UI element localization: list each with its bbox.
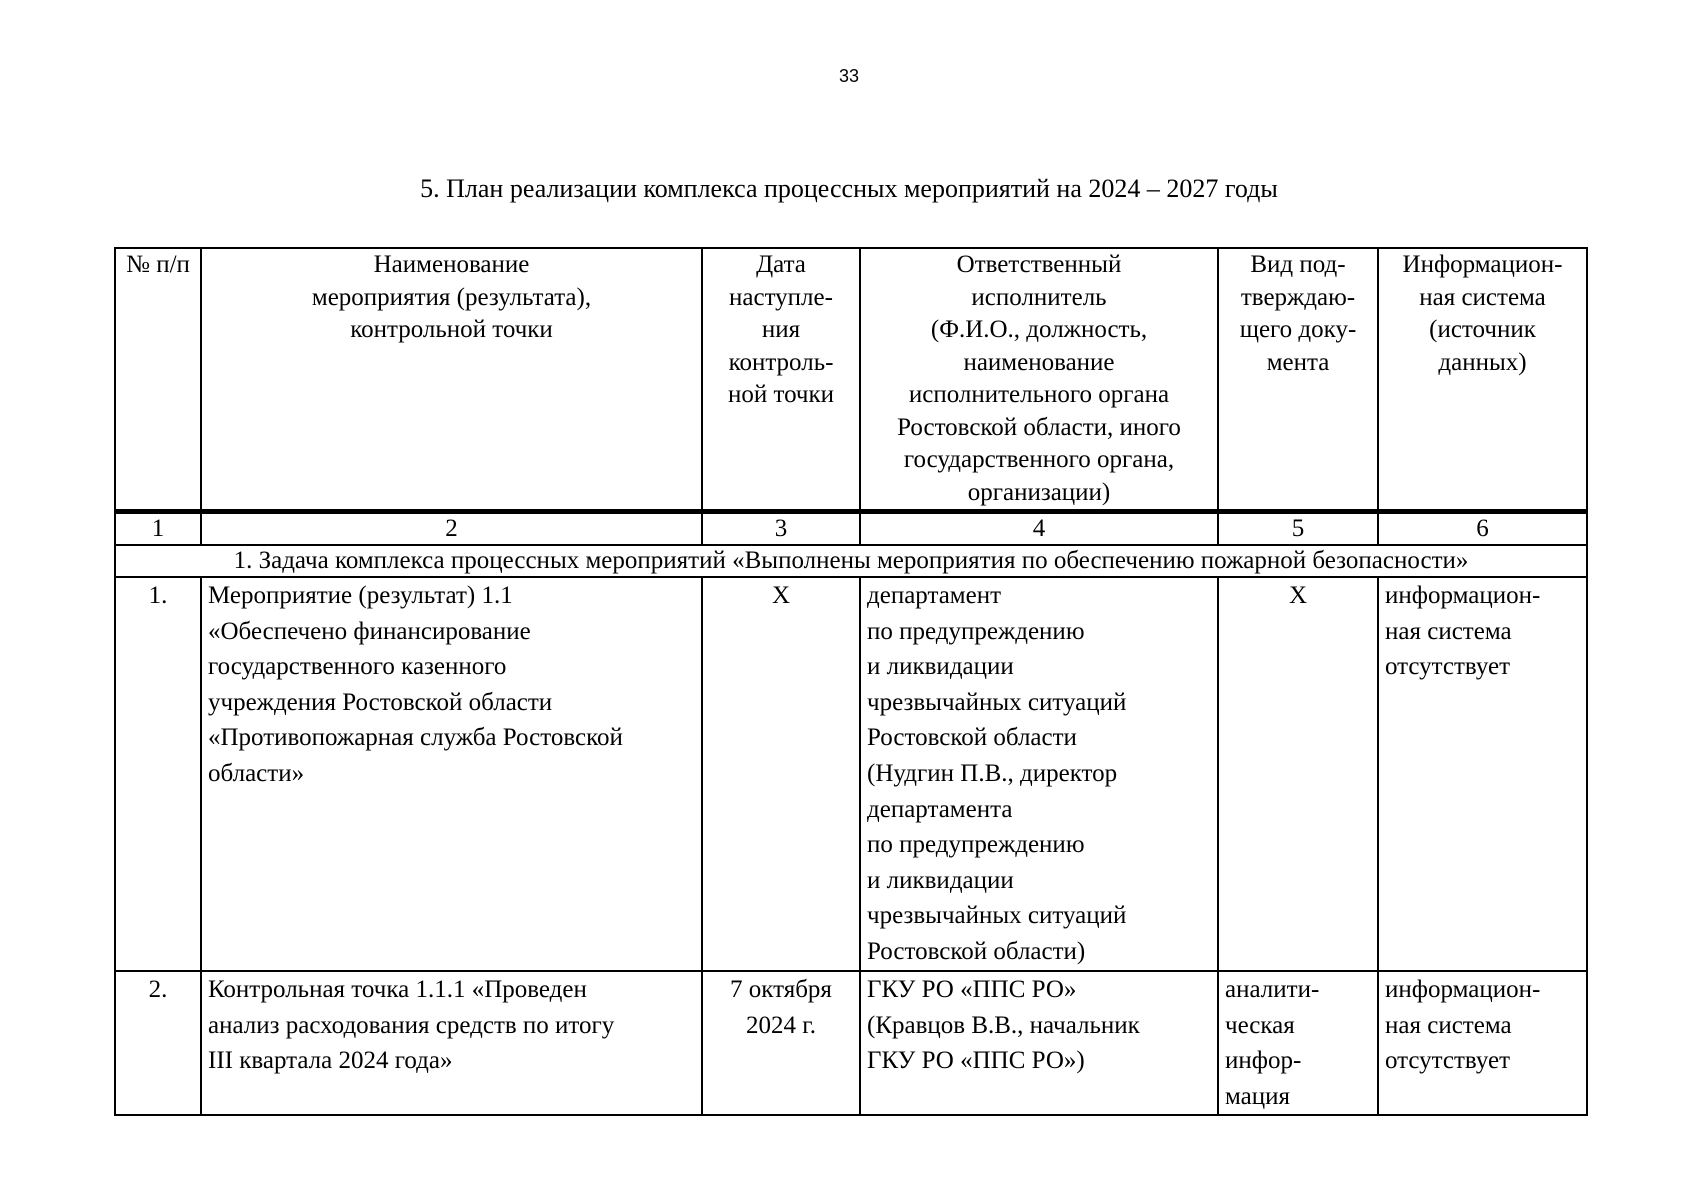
cell-line: департамент <box>867 582 1002 609</box>
column-number: 2 <box>201 512 702 546</box>
cell-line: (Кравцов В.В., начальник <box>867 1011 1140 1039</box>
cell-line: «Противопожарная служба Ростовской <box>208 724 623 752</box>
cell-line: ная система <box>1385 617 1512 645</box>
information-system <box>1378 577 1587 971</box>
task-row <box>115 545 1587 577</box>
cell-line: Ростовской области) <box>867 937 1086 965</box>
information-system <box>1378 971 1587 1115</box>
cell-line: Ростовской области <box>867 724 1077 752</box>
cell-line: отсутствует <box>1385 653 1511 681</box>
header-text: контрольной точки <box>350 316 553 343</box>
control-date <box>702 971 860 1115</box>
cell-line: X <box>771 582 791 609</box>
column-number: 6 <box>1378 512 1587 546</box>
header-text: Ростовской области, иного <box>897 413 1181 441</box>
document-type <box>1218 971 1378 1115</box>
header-text: Информацион- <box>1402 251 1563 278</box>
header-text: (Ф.И.О., должность, <box>930 316 1148 343</box>
task-heading: 1. Задача комплекса процессных мероприятий «Выполнены мероприятия по обеспечению пожарной безопасности» <box>115 545 1587 577</box>
cell-line: ная система <box>1385 1011 1512 1039</box>
cell-line: и ликвидации <box>867 866 1014 894</box>
header-text: наименование <box>963 348 1115 376</box>
cell-line: ческая <box>1225 1011 1295 1039</box>
header-text: организации) <box>967 478 1111 506</box>
cell-line: III квартала 2024 года» <box>208 1047 453 1075</box>
header-text: мента <box>1266 348 1330 376</box>
header-text: № п/п <box>126 251 190 278</box>
cell-line: отсутствует <box>1385 1047 1511 1075</box>
activity-name <box>201 577 702 971</box>
cell-line: государственного казенного <box>208 653 507 681</box>
header-cell-doc-type <box>1218 248 1378 512</box>
row-number: 2. <box>115 971 201 1115</box>
cell-line: учреждения Ростовской области <box>208 688 553 716</box>
header-cell-responsible <box>860 248 1218 512</box>
cell-line: 7 октября <box>730 976 832 1003</box>
header-text: Вид под- <box>1250 251 1346 278</box>
table-row <box>115 577 1587 971</box>
section-title: 5. План реализации комплекса процессных мероприятий на 2024 – 2027 годы <box>420 174 1278 203</box>
header-text: данных) <box>1438 348 1527 376</box>
column-number: 3 <box>702 512 860 546</box>
cell-line: инфор- <box>1225 1047 1302 1075</box>
cell-line: по предупреждению <box>867 831 1085 859</box>
header-text: Дата <box>756 251 806 278</box>
cell-line: Мероприятие (результат) 1.1 <box>208 582 513 609</box>
column-number: 1 <box>115 512 201 546</box>
cell-line: информацион- <box>1385 582 1541 609</box>
cell-line: ГКУ РО «ППС РО») <box>867 1047 1085 1075</box>
cell-line: департамента <box>867 795 1013 823</box>
table-header-row <box>115 248 1587 512</box>
page-number: 33 <box>838 66 860 86</box>
cell-line: Контрольная точка 1.1.1 «Проведен <box>208 976 587 1003</box>
header-text: Наименование <box>373 251 530 278</box>
header-cell-date <box>702 248 860 512</box>
header-text: ная система <box>1419 283 1546 311</box>
header-text: Ответственный <box>956 251 1122 278</box>
row-number: 1. <box>115 577 201 971</box>
header-cell-name <box>201 248 702 512</box>
cell-line: мация <box>1225 1082 1291 1110</box>
cell-line: аналити- <box>1225 976 1320 1003</box>
header-text: исполнитель <box>971 283 1107 311</box>
plan-table <box>114 247 1588 1116</box>
cell-line: чрезвычайных ситуаций <box>867 688 1127 716</box>
column-number: 5 <box>1218 512 1378 546</box>
responsible-executor <box>860 577 1218 971</box>
cell-line: области» <box>208 759 305 787</box>
cell-line: «Обеспечено финансирование <box>208 617 531 645</box>
column-number-row <box>115 512 1587 546</box>
cell-line: чрезвычайных ситуаций <box>867 902 1127 930</box>
cell-line: по предупреждению <box>867 617 1085 645</box>
table-row <box>115 971 1587 1115</box>
header-text: наступле- <box>729 283 833 311</box>
header-text: контроль- <box>728 348 834 376</box>
cell-line: и ликвидации <box>867 653 1014 681</box>
document-type <box>1218 577 1378 971</box>
header-cell-number <box>115 248 201 512</box>
cell-line: X <box>1288 582 1308 609</box>
header-text: щего доку- <box>1239 316 1357 343</box>
header-text: государственного органа, <box>903 446 1175 473</box>
control-date <box>702 577 860 971</box>
cell-line: (Нудгин П.В., директор <box>867 759 1118 787</box>
cell-line: ГКУ РО «ППС РО» <box>867 976 1077 1003</box>
activity-name <box>201 971 702 1115</box>
cell-line: 2024 г. <box>746 1011 816 1039</box>
header-cell-info-system <box>1378 248 1587 512</box>
header-text: мероприятия (результата), <box>311 283 592 311</box>
header-text: ной точки <box>727 381 835 408</box>
header-text: исполнительного органа <box>908 381 1170 408</box>
responsible-executor <box>860 971 1218 1115</box>
cell-line: информацион- <box>1385 976 1541 1003</box>
header-text: тверждаю- <box>1240 283 1356 311</box>
header-text: (источник <box>1429 316 1536 343</box>
header-text: ния <box>761 316 801 343</box>
cell-line: анализ расходования средств по итогу <box>208 1011 615 1039</box>
column-number: 4 <box>860 512 1218 546</box>
